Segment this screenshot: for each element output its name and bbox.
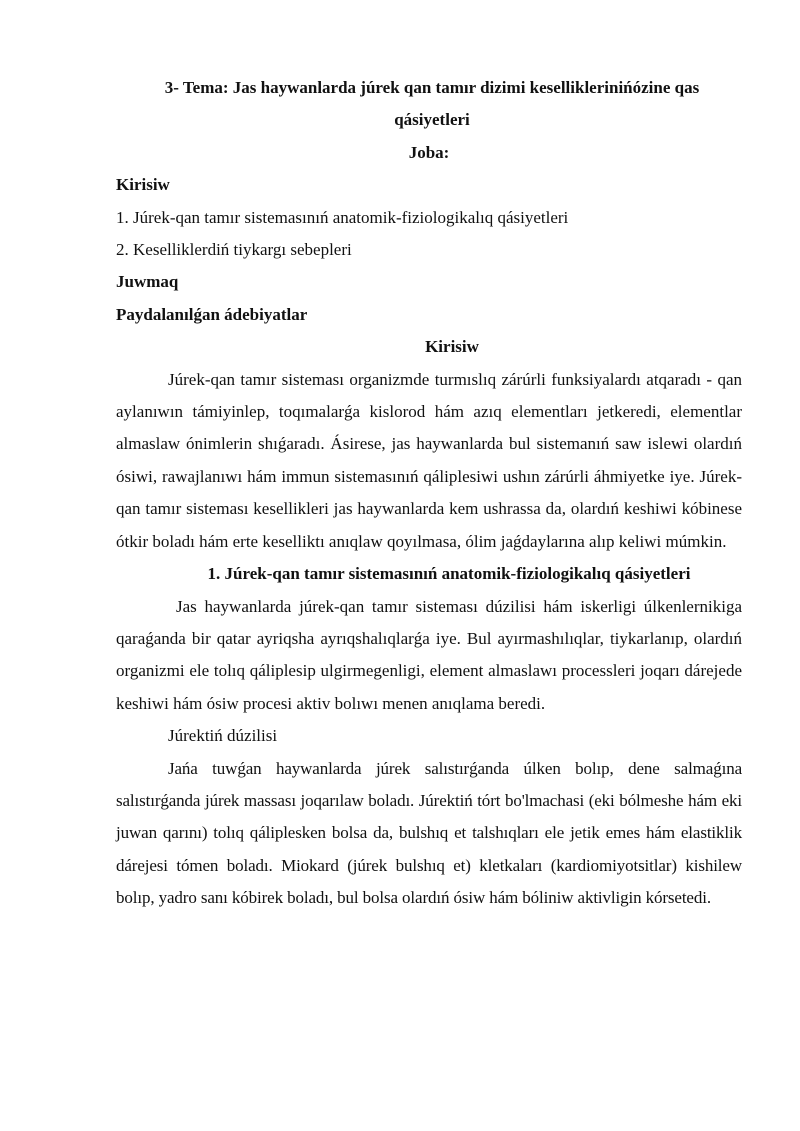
- document-page: [116, 72, 742, 915]
- section1-paragraph-2: Jańa tuwǵan haywanlarda júrek salıstırǵanda úlken bolıp, dene salmaǵına salıstırǵanda júrek massası joqarılaw boladı. Júrektiń tórt bo'lmachasi (eki bólmeshe hám eki juwan qarını) tolıq qáliplesken bolsa da, bulshıq et talshıqları ele jetik emes hám elastiklik dárejesi tómen boladı. Miokard (júrek bulshıq et) kletkaları (kardiomiyotsitlar) kishilew bolıp, yadro sanı kóbirek boladı, bul bolsa olardıń ósiw hám bóliniw aktivligin kórsetedi.: [116, 758, 742, 908]
- plan-item-section2: 2. Keselliklerdiń tiykargı sebepleri: [116, 240, 352, 260]
- section1-heading: 1. Júrek-qan tamır sistemasınıń anatomik-fiziologikalıq qásiyetleri: [207, 564, 691, 584]
- plan-heading: Joba:: [408, 142, 450, 162]
- intro-paragraph: Júrek-qan tamır sisteması organizmde turmıslıq zárúrli funksiyalardı atqaradı - qan aylanıwın támiyinlep, toqımalarǵa kislorod hám azıq elementları jetkeredi, elementlar almaslaw ónimlerin shıǵaradı. Ásirese, jas haywanlarda bul sistemanıń saw islewi olardıń ósiwi, rawajlanıwı hám immun sistemasınıń qáliplesiwi ushın zárúrli áhmiyetke iye. Júrek-qan tamır sisteması kesellikleri jas haywanlarda kem ushrassa da, olardıń keshiwi kóbinese ótkir boladı hám erte keselliktı anıqlaw qoyılmasa, ólim jaǵdaylarına alıp keliwi múmkin.: [116, 369, 742, 551]
- plan-item-conclusion: Juwmaq: [116, 272, 179, 292]
- document-title-line1: 3- Tema: Jas haywanlarda júrek qan tamır dizimi keselliklerinińózine qas: [164, 78, 700, 97]
- intro-heading: Kirisiw: [425, 337, 479, 357]
- plan-item-references: Paydalanılǵan ádebiyatlar: [116, 304, 308, 324]
- plan-item-intro: Kirisiw: [116, 175, 170, 195]
- section1-subheading: Júrektiń dúzilisi: [168, 726, 278, 746]
- document-title: [116, 72, 742, 137]
- plan-item-section1: 1. Júrek-qan tamır sistemasınıń anatomik-fiziologikalıq qásiyetleri: [116, 207, 569, 227]
- document-title-line2: qásiyetleri: [394, 110, 470, 130]
- section1-paragraph-1: Jas haywanlarda júrek-qan tamır sisteması dúzilisi hám iskerligi úlkenlernikiga qaraǵanda bir qatar ayriqsha ayrıqshalıqlarǵa iye. Bul ayırmashılıqlar, tiykarlanıp, olardıń organizmi ele tolıq qáliplesip ulgirmegenligi, element almaslawı processleri joqarı dárejede keshiwi hám ósiw procesi aktiv bolıwı menen anıqlama beredi.: [116, 596, 742, 713]
